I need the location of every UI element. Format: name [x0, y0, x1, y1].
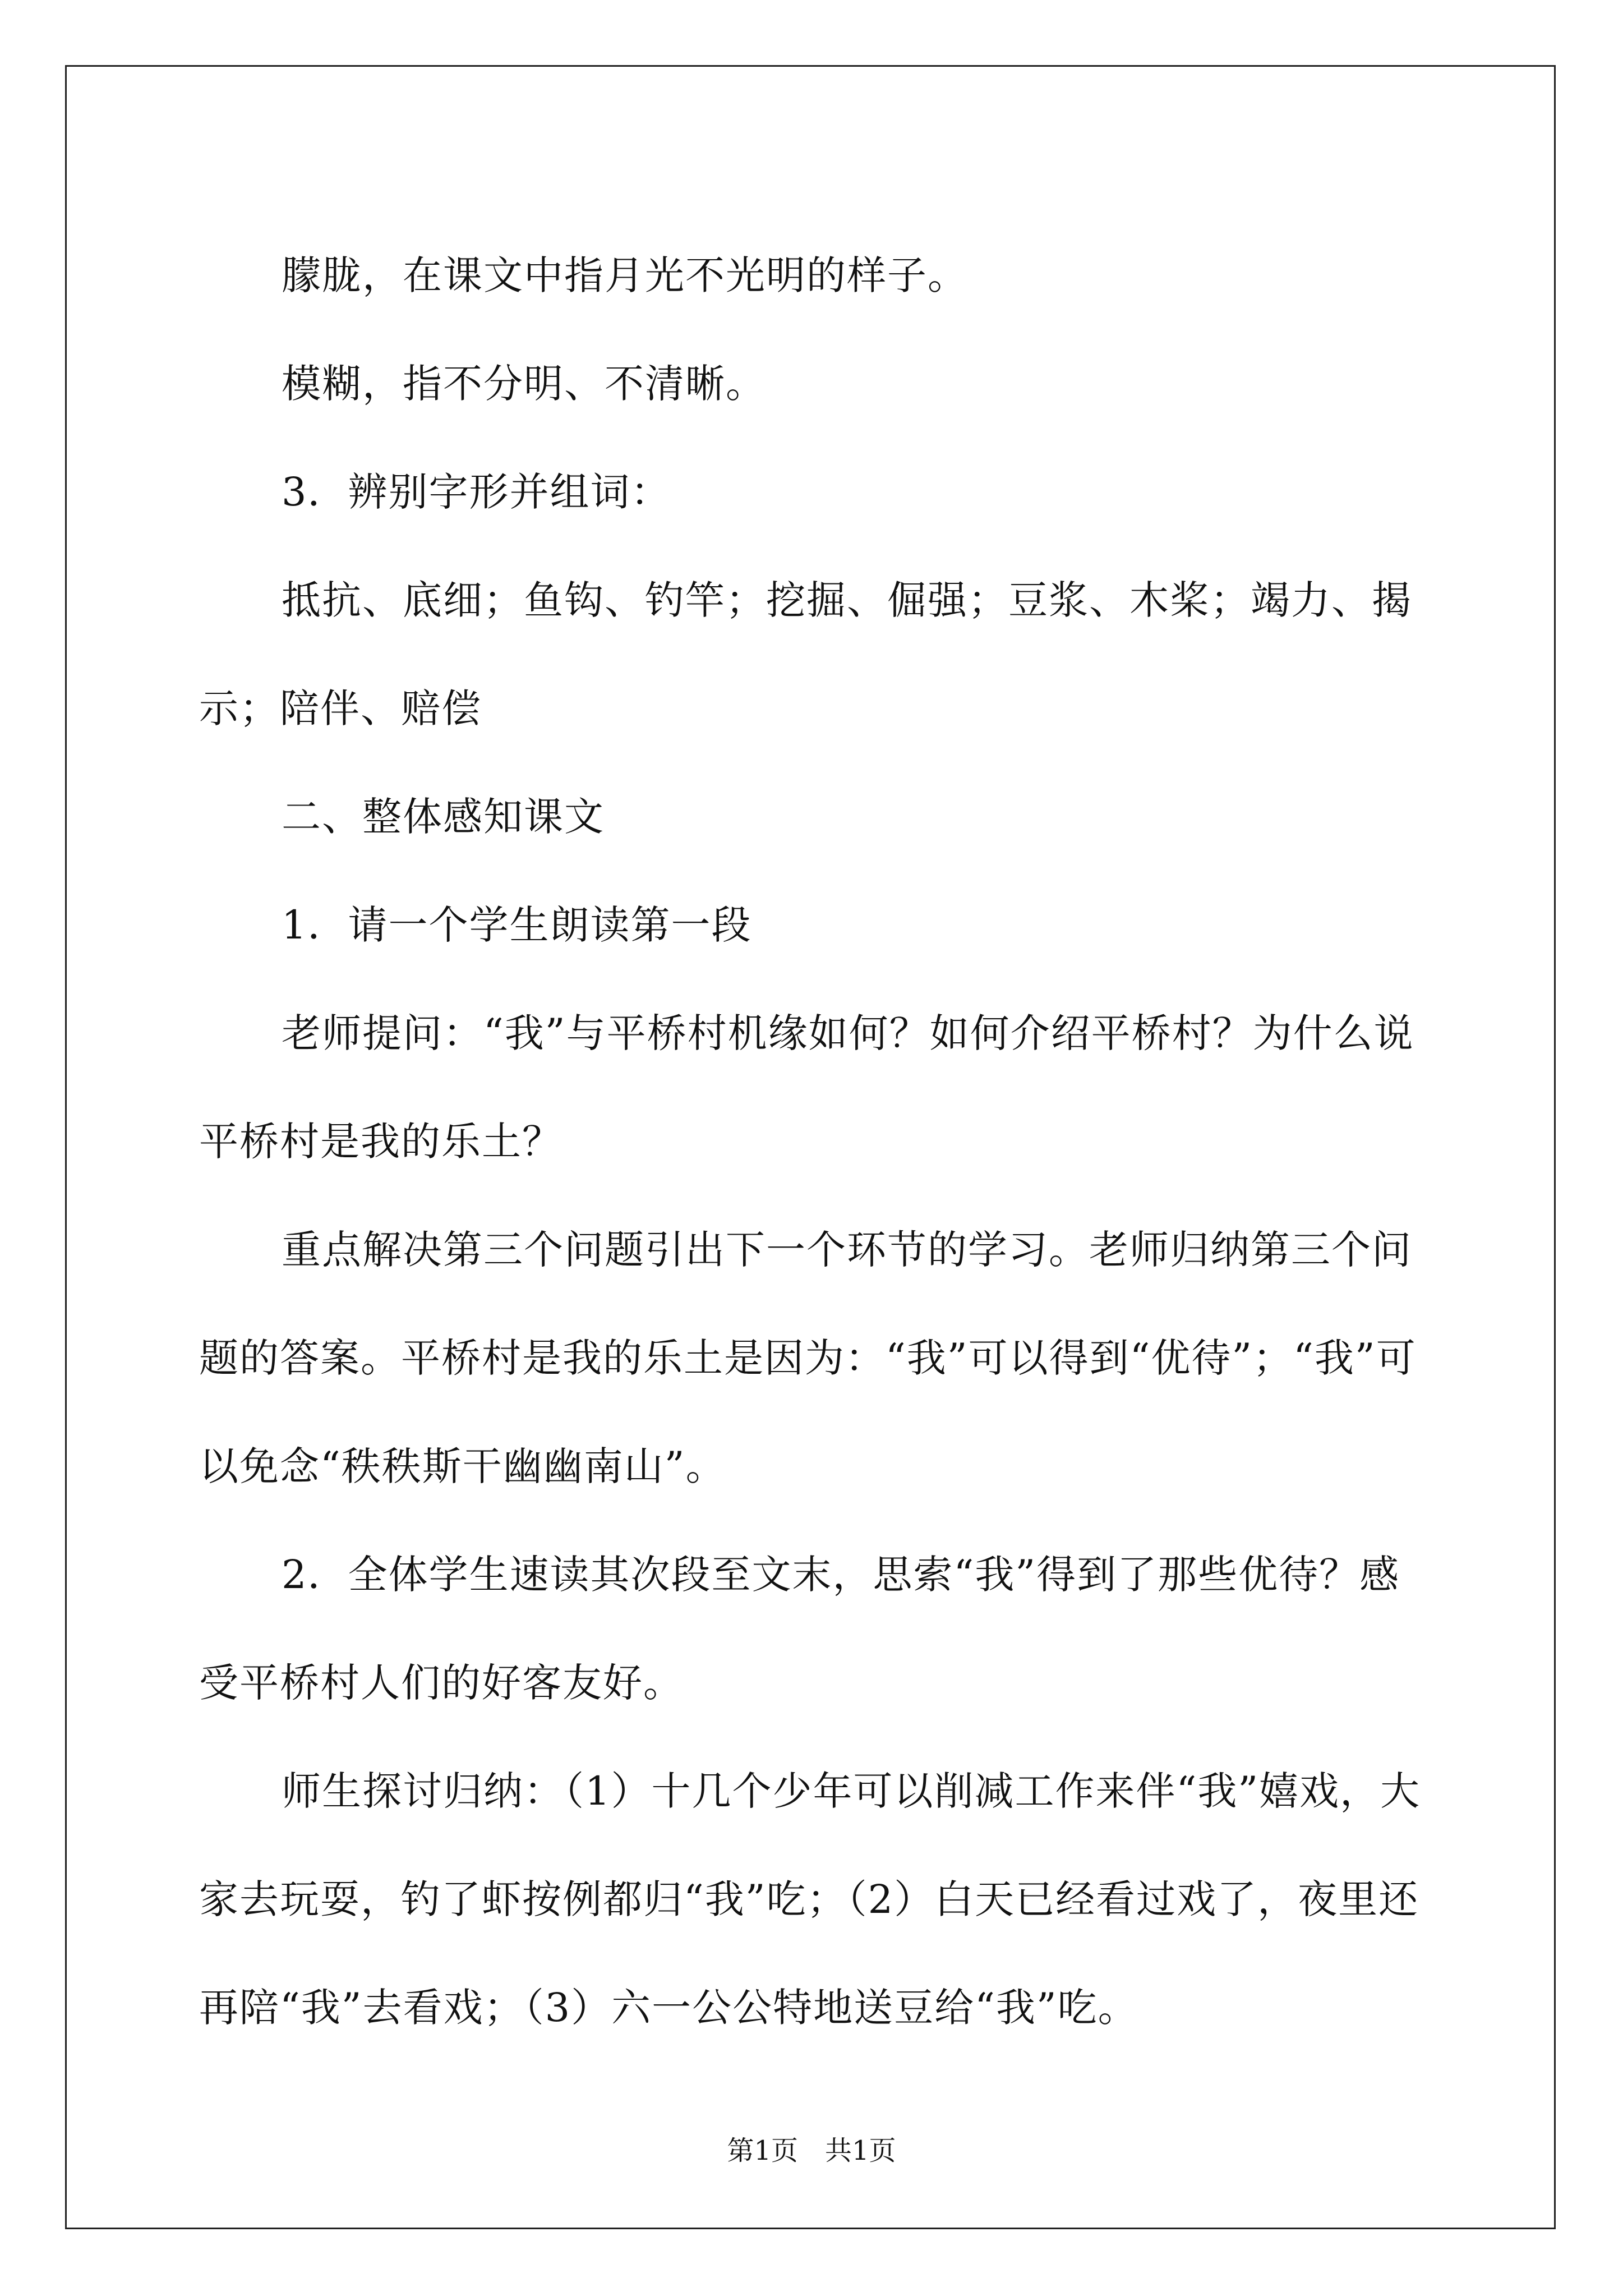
paragraph-2: 模糊，指不分明、不清晰。 — [282, 361, 766, 407]
document-body — [199, 222, 1427, 2062]
paragraph-10: 师生探讨归纳：（1）十几个少年可以削减工作来伴“我”嬉戏，大家去玩耍，钓了虾按例都归“我”吃；（2）白天已经看过戏了，夜里还再陪“我”去看戏；（3）六一公公特地送豆给“我”吃。 — [199, 1768, 1421, 2031]
paragraph-4: 抵抗、底细；鱼钩、钓竿；挖掘、倔强；豆浆、木桨；竭力、揭示；陪伴、赔偿 — [199, 577, 1412, 731]
paragraph-7: 老师提问：“我”与平桥村机缘如何？如何介绍平桥村？为什么说平桥村是我的乐土？ — [199, 1010, 1414, 1165]
paragraph-6: 1．请一个学生朗读第一段 — [282, 902, 752, 948]
paragraph-3: 3．辨别字形并组词： — [282, 469, 671, 515]
page-footer: 第1页 共1页 — [727, 2135, 896, 2166]
paragraph-8: 重点解决第三个问题引出下一个环节的学习。老师归纳第三个问题的答案。平桥村是我的乐土是因为：“我”可以得到“优待”；“我”可以免念“秩秩斯干幽幽南山”。 — [199, 1227, 1417, 1489]
paragraph-1: 朦胧，在课文中指月光不光明的样子。 — [282, 252, 968, 298]
section-heading: 二、整体感知课文 — [282, 794, 605, 840]
paragraph-9: 2．全体学生速读其次段至文末，思索“我”得到了那些优待？感受平桥村人们的好客友好。 — [199, 1552, 1400, 1706]
